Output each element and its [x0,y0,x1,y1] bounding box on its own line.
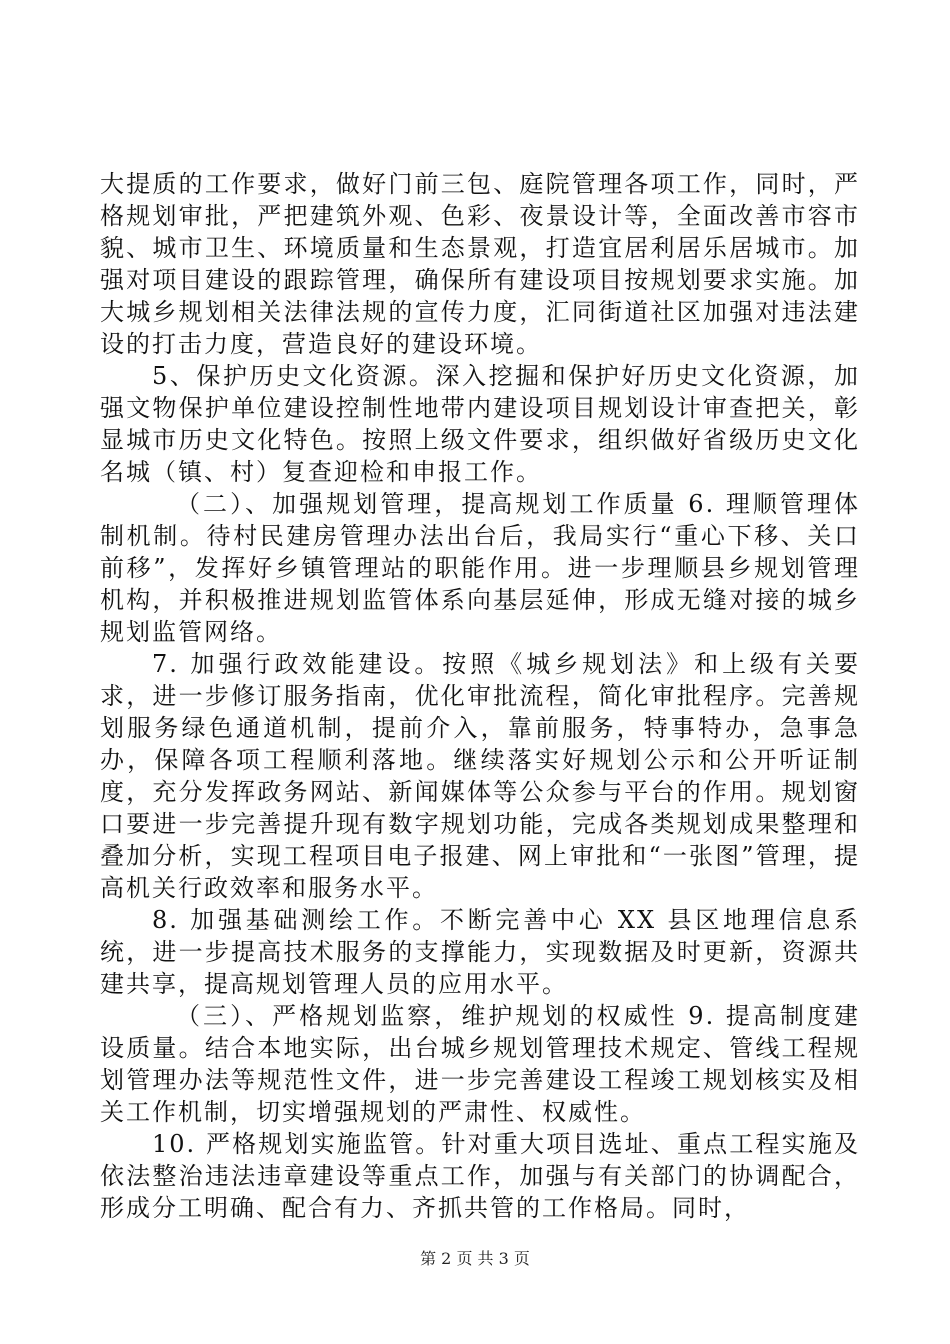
page-number-footer: 第 2 页 共 3 页 [420,1249,530,1268]
paragraph-item-7: 7. 加强行政效能建设。按照《城乡规划法》和上级有关要求，进一步修订服务指南，优化审批流程，简化审批程序。完善规划服务绿色通道机制，提前介入，靠前服务，特事特办，急事急办，保障各项工程顺利落地。继续落实好规划公示和公开听证制度，充分发挥政务网站、新闻媒体等公众参与平台的作用。规划窗口要进一步完善提升现有数字规划功能，完成各类规划成果整理和叠加分析，实现工程项目电子报建、网上审批和“一张图”管理，提高机关行政效率和服务水平。 [100,650,860,902]
paragraph-section-3: （三）、严格规划监察，维护规划的权威性 9. 提高制度建设质量。结合本地实际，出台城乡规划管理技术规定、管线工程规划管理办法等规范性文件，进一步完善建设工程竣工规划核实及相关工作机制，切实增强规划的严肃性、权威性。 [100,1002,860,1126]
document-body [100,168,860,1224]
paragraph-continuation: 大提质的工作要求，做好门前三包、庭院管理各项工作，同时，严格规划审批，严把建筑外观、色彩、夜景设计等，全面改善市容市貌、城市卫生、环境质量和生态景观，打造宜居利居乐居城市。加强对项目建设的跟踪管理，确保所有建设项目按规划要求实施。加大城乡规划相关法律法规的宣传力度，汇同街道社区加强对违法建设的打击力度，营造良好的建设环境。 [100,170,860,358]
paragraph-item-5: 5、保护历史文化资源。深入挖掘和保护好历史文化资源，加强文物保护单位建设控制性地带内建设项目规划设计审查把关，彰显城市历史文化特色。按照上级文件要求，组织做好省级历史文化名城（镇、村）复查迎检和申报工作。 [100,362,860,486]
paragraph-item-10: 10. 严格规划实施监管。针对重大项目选址、重点工程实施及依法整治违法违章建设等重点工作，加强与有关部门的协调配合，形成分工明确、配合有力、齐抓共管的工作格局。同时， [100,1130,860,1222]
paragraph-section-2: （二）、加强规划管理，提高规划工作质量 6. 理顺管理体制机制。待村民建房管理办法出台后，我局实行“重心下移、关口前移”，发挥好乡镇管理站的职能作用。进一步理顺县乡规划管理机构，并积极推进规划监管体系向基层延伸，形成无缝对接的城乡规划监管网络。 [100,490,860,646]
paragraph-item-8: 8. 加强基础测绘工作。不断完善中心 XX 县区地理信息系统，进一步提高技术服务的支撑能力，实现数据及时更新，资源共建共享，提高规划管理人员的应用水平。 [100,906,860,998]
